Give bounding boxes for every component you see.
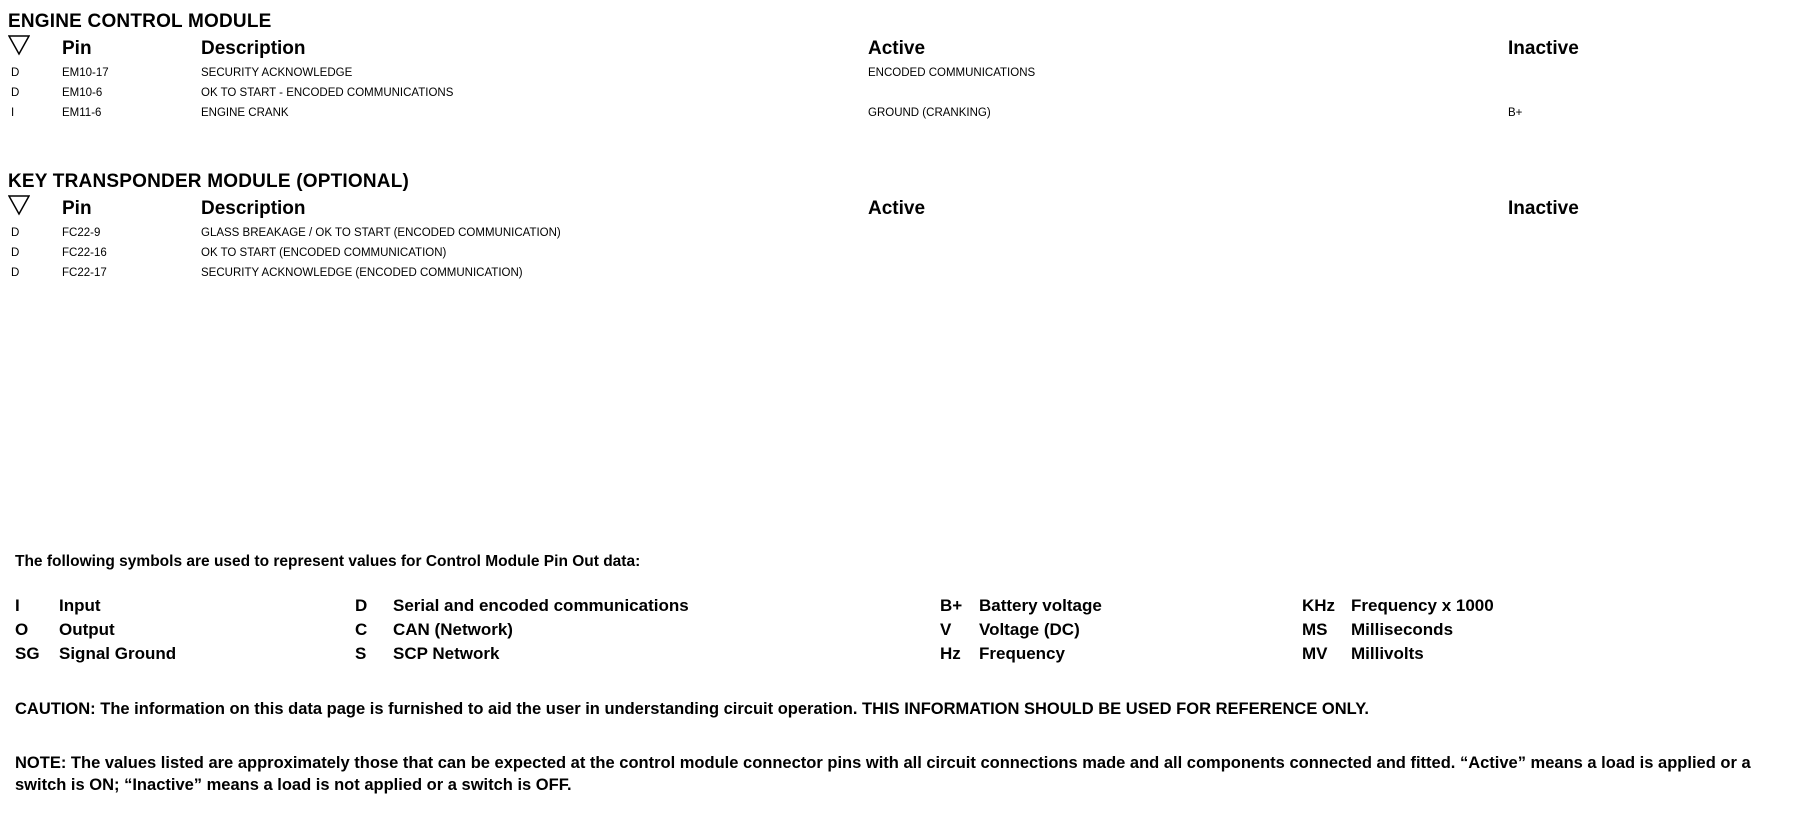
legend-key: Hz xyxy=(940,644,961,663)
row-type: I xyxy=(11,107,15,119)
triangle-down-icon xyxy=(8,34,30,56)
legend-key: S xyxy=(355,644,367,663)
row-type: D xyxy=(11,267,20,279)
legend-value: Signal Ground xyxy=(59,644,177,663)
table-row xyxy=(8,224,1792,244)
legend-value: Voltage (DC) xyxy=(979,620,1080,639)
legend-key: I xyxy=(15,596,20,615)
legend-key: KHz xyxy=(1302,596,1336,615)
note-text: NOTE: The values listed are approximately those that can be expected at the control module connector pins with all circuit connections made and all components connected and fitted. “Active” means a load is applied or a switch is ON; “Inactive” means a load is not applied or a switch is OFF. xyxy=(15,754,1751,794)
legend-value: Input xyxy=(59,596,101,615)
row-description: GLASS BREAKAGE / OK TO START (ENCODED COMMUNICATION) xyxy=(201,227,561,239)
legend-value: Battery voltage xyxy=(979,596,1102,615)
legend-value: CAN (Network) xyxy=(393,620,513,639)
row-active: GROUND (CRANKING) xyxy=(868,107,991,119)
table-row xyxy=(8,84,1792,104)
header-pin: Pin xyxy=(62,38,92,59)
section-key-transponder-module xyxy=(8,170,1792,284)
legend-key: B+ xyxy=(940,596,963,615)
header-inactive: Inactive xyxy=(1508,198,1579,219)
row-type: D xyxy=(11,67,20,79)
legend-key: MS xyxy=(1302,620,1328,639)
row-pin: FC22-16 xyxy=(62,247,107,259)
section-title: KEY TRANSPONDER MODULE (OPTIONAL) xyxy=(8,171,410,192)
table-row xyxy=(8,244,1792,264)
header-pin: Pin xyxy=(62,198,92,219)
row-type: D xyxy=(11,227,20,239)
legend-key: V xyxy=(940,620,952,639)
row-pin: FC22-17 xyxy=(62,267,107,279)
row-pin: EM10-17 xyxy=(62,67,109,79)
legend-value: Milliseconds xyxy=(1351,620,1454,639)
row-description: OK TO START - ENCODED COMMUNICATIONS xyxy=(201,87,454,99)
row-pin: FC22-9 xyxy=(62,227,101,239)
row-pin: EM10-6 xyxy=(62,87,103,99)
legend-key: MV xyxy=(1302,644,1328,663)
header-active: Active xyxy=(868,198,926,219)
table-row xyxy=(8,104,1792,124)
legend-key: C xyxy=(355,620,368,639)
legend-value: SCP Network xyxy=(393,644,500,663)
table-header xyxy=(8,194,1792,224)
legend-value: Output xyxy=(59,620,115,639)
header-inactive: Inactive xyxy=(1508,38,1579,59)
legend-key: O xyxy=(15,620,29,639)
legend-value: Serial and encoded communications xyxy=(393,596,689,615)
legend-key: SG xyxy=(15,644,40,663)
row-active: ENCODED COMMUNICATIONS xyxy=(868,67,1036,79)
row-pin: EM11-6 xyxy=(62,107,102,119)
table-row xyxy=(8,64,1792,84)
row-type: D xyxy=(11,247,20,259)
legend-value: Frequency xyxy=(979,644,1065,663)
legend-key: D xyxy=(355,596,368,615)
pinout-page xyxy=(8,10,1792,810)
header-active: Active xyxy=(868,38,926,59)
row-description: ENGINE CRANK xyxy=(201,107,289,119)
caution-text: CAUTION: The information on this data page is furnished to aid the user in understanding circuit operation. THIS INFORMATION SHOULD BE USED FOR REFERENCE ONLY. xyxy=(15,700,1369,718)
table-header xyxy=(8,34,1792,64)
row-description: SECURITY ACKNOWLEDGE (ENCODED COMMUNICATION) xyxy=(201,267,523,279)
row-type: D xyxy=(11,87,20,99)
section-engine-control-module xyxy=(8,10,1792,124)
row-inactive: B+ xyxy=(1508,107,1523,119)
legend-value: Millivolts xyxy=(1351,644,1424,663)
header-description: Description xyxy=(201,198,306,219)
row-description: SECURITY ACKNOWLEDGE xyxy=(201,67,353,79)
triangle-down-icon xyxy=(8,194,30,216)
legend-value: Frequency x 1000 xyxy=(1351,596,1494,615)
header-description: Description xyxy=(201,38,306,59)
table-row xyxy=(8,264,1792,284)
symbols-title: The following symbols are used to represent values for Control Module Pin Out data: xyxy=(15,553,641,570)
row-description: OK TO START (ENCODED COMMUNICATION) xyxy=(201,247,447,259)
section-title: ENGINE CONTROL MODULE xyxy=(8,11,272,32)
